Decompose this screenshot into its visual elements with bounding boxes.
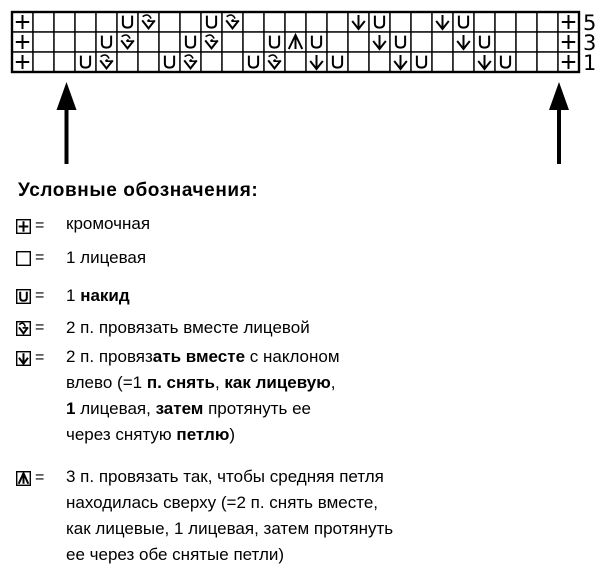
legend-item-knit xyxy=(16,246,49,270)
chart-cell-yo xyxy=(369,12,390,32)
edge-symbol-icon xyxy=(16,219,31,234)
legend-description-line xyxy=(66,370,340,396)
legend-text: 1 лицевая xyxy=(66,248,147,267)
chart-cell-knit xyxy=(474,12,495,32)
legend-item-ssk xyxy=(16,346,49,370)
chart-cell-knit xyxy=(348,52,369,72)
yo-symbol-icon xyxy=(16,289,31,304)
ssk-symbol-icon xyxy=(16,351,31,366)
legend-text: затем xyxy=(155,399,204,418)
chart-cell-yo xyxy=(411,52,432,72)
row-number-3: 3 xyxy=(583,31,597,55)
chart-cell-k2tog xyxy=(180,52,201,72)
chart-cell-knit xyxy=(138,52,159,72)
chart-cell-knit xyxy=(201,52,222,72)
chart-cell-edge xyxy=(558,32,579,52)
chart-cell-k2tog xyxy=(222,12,243,32)
legend-text: находилась сверху (=2 п. снять вместе, xyxy=(66,493,379,512)
chart-cell-yo xyxy=(117,12,138,32)
chart-cell-knit xyxy=(33,52,54,72)
chart-cell-ssk xyxy=(390,52,411,72)
legend-item-k2tog xyxy=(16,316,49,340)
legend-text: 1 xyxy=(66,286,81,305)
legend-text: 1 xyxy=(66,399,76,418)
chart-cell-edge xyxy=(558,12,579,32)
chart-cell-knit xyxy=(327,12,348,32)
legend-text: через снятую xyxy=(66,425,177,444)
chart-cell-knit xyxy=(138,32,159,52)
chart-cell-knit xyxy=(306,12,327,32)
chart-cell-edge xyxy=(12,52,33,72)
chart-cell-knit xyxy=(96,12,117,32)
chart-cell-knit xyxy=(516,12,537,32)
chart-cell-yo xyxy=(453,12,474,32)
legend-description-line xyxy=(66,422,340,448)
chart-cell-edge xyxy=(558,52,579,72)
chart-cell-knit xyxy=(33,32,54,52)
chart-cell-knit xyxy=(33,12,54,32)
legend-text: , xyxy=(214,373,225,392)
legend-description-line xyxy=(66,490,393,516)
legend-text: кромочная xyxy=(66,214,151,233)
k2tog-symbol-icon xyxy=(16,321,31,336)
chart-cell-ssk xyxy=(348,12,369,32)
s2kp-symbol-icon xyxy=(16,471,31,486)
legend-text: ) xyxy=(229,425,236,444)
chart-cell-knit xyxy=(516,52,537,72)
chart-cell-yo xyxy=(180,32,201,52)
chart-cell-yo xyxy=(327,52,348,72)
chart-cell-knit xyxy=(537,52,558,72)
legend-equals: = xyxy=(35,249,45,266)
chart-cell-yo xyxy=(75,52,96,72)
chart-cell-knit xyxy=(180,12,201,32)
knitting-chart xyxy=(0,0,604,175)
legend-description xyxy=(66,245,146,271)
chart-cell-ssk xyxy=(306,52,327,72)
row-number-5: 5 xyxy=(583,11,597,35)
legend-description-line xyxy=(66,344,340,370)
chart-cell-knit xyxy=(117,52,138,72)
legend-text: ее через обе снятые петли) xyxy=(66,545,285,564)
chart-cell-knit xyxy=(411,32,432,52)
legend-description-line xyxy=(66,464,393,490)
chart-cell-knit xyxy=(537,32,558,52)
chart-cell-knit xyxy=(495,32,516,52)
legend-equals: = xyxy=(35,217,45,234)
legend-description-line xyxy=(66,315,310,341)
chart-cell-k2tog xyxy=(117,32,138,52)
chart-cell-yo xyxy=(264,32,285,52)
repeat-arrows xyxy=(57,82,570,164)
chart-cell-edge xyxy=(12,12,33,32)
legend-description xyxy=(66,283,130,309)
chart-cell-k2tog xyxy=(264,52,285,72)
legend-text: , xyxy=(330,373,336,392)
row-number-1: 1 xyxy=(583,51,597,75)
legend-item-s2kp xyxy=(16,466,49,490)
chart-cell-k2tog xyxy=(96,52,117,72)
legend-text: как лицевые, 1 лицевая, затем протянуть xyxy=(66,519,394,538)
repeat-arrow-right xyxy=(549,82,569,164)
chart-cell-yo xyxy=(390,32,411,52)
chart-cell-knit xyxy=(54,32,75,52)
legend-text: лицевая, xyxy=(75,399,156,418)
chart-cell-knit xyxy=(432,32,453,52)
legend-title: Условные обозначения: xyxy=(18,180,259,201)
chart-cell-edge xyxy=(12,32,33,52)
legend-equals: = xyxy=(35,469,45,486)
chart-cell-k2tog xyxy=(138,12,159,32)
chart-cell-ssk xyxy=(369,32,390,52)
chart-cell-knit xyxy=(369,52,390,72)
legend-text: влево (=1 xyxy=(66,373,147,392)
legend-description xyxy=(66,464,393,568)
legend-text: п. снять xyxy=(146,373,215,392)
chart-cell-knit xyxy=(537,12,558,32)
chart-cell-knit xyxy=(222,52,243,72)
chart-cell-yo xyxy=(96,32,117,52)
legend-text: петлю xyxy=(176,425,230,444)
legend-text: накид xyxy=(80,286,130,305)
chart-cell-knit xyxy=(390,12,411,32)
legend-description-line xyxy=(66,283,130,309)
legend-description xyxy=(66,211,150,237)
chart-cell-knit xyxy=(411,12,432,32)
chart-cell-yo xyxy=(201,12,222,32)
chart-cell-yo xyxy=(159,52,180,72)
chart-cell-knit xyxy=(516,32,537,52)
legend-text: 3 п. провязать так, чтобы средняя петля xyxy=(66,467,384,486)
chart-cell-yo xyxy=(306,32,327,52)
chart-cell-knit xyxy=(327,32,348,52)
legend-description-line xyxy=(66,516,393,542)
chart-cell-k2tog xyxy=(201,32,222,52)
chart-cell-knit xyxy=(285,52,306,72)
chart-cell-knit xyxy=(75,32,96,52)
legend-description xyxy=(66,315,310,341)
row-labels xyxy=(583,11,596,75)
chart-cell-knit xyxy=(285,12,306,32)
chart-cell-knit xyxy=(159,12,180,32)
chart-cell-knit xyxy=(432,52,453,72)
chart-cell-knit xyxy=(264,12,285,32)
chart-cell-yo xyxy=(474,32,495,52)
legend-text: с наклоном xyxy=(245,347,340,366)
legend-description-line xyxy=(66,245,146,271)
chart-cell-knit xyxy=(243,12,264,32)
legend-text: 2 п. провязать вместе лицевой xyxy=(66,318,310,337)
legend-description-line xyxy=(66,396,340,422)
chart-cell-knit xyxy=(348,32,369,52)
chart-grid xyxy=(12,12,579,72)
legend-equals: = xyxy=(35,349,45,366)
chart-cell-knit xyxy=(222,32,243,52)
chart-cell-knit xyxy=(243,32,264,52)
chart-cell-knit xyxy=(159,32,180,52)
chart-cell-s2kp xyxy=(285,32,306,52)
chart-cell-yo xyxy=(495,52,516,72)
legend-description xyxy=(66,344,340,448)
chart-cell-ssk xyxy=(474,52,495,72)
chart-cell-knit xyxy=(54,52,75,72)
chart-cell-knit xyxy=(54,12,75,32)
legend-equals: = xyxy=(35,319,45,336)
knit-symbol-icon xyxy=(16,251,31,266)
legend-text: как лицевую xyxy=(224,373,331,392)
legend-text: ать вместе xyxy=(152,347,246,366)
legend-description-line xyxy=(66,211,150,237)
chart-cell-knit xyxy=(495,12,516,32)
legend-description-line xyxy=(66,542,393,568)
chart-cell-yo xyxy=(243,52,264,72)
chart-cell-knit xyxy=(75,12,96,32)
legend-text: протянуть ее xyxy=(203,399,311,418)
chart-cell-knit xyxy=(453,52,474,72)
chart-cell-ssk xyxy=(432,12,453,32)
repeat-arrow-left xyxy=(57,82,77,164)
legend-equals: = xyxy=(35,287,45,304)
chart-cell-ssk xyxy=(453,32,474,52)
legend-item-edge xyxy=(16,214,49,238)
legend-text: 2 п. провяз xyxy=(66,347,153,366)
legend-item-yo xyxy=(16,284,49,308)
